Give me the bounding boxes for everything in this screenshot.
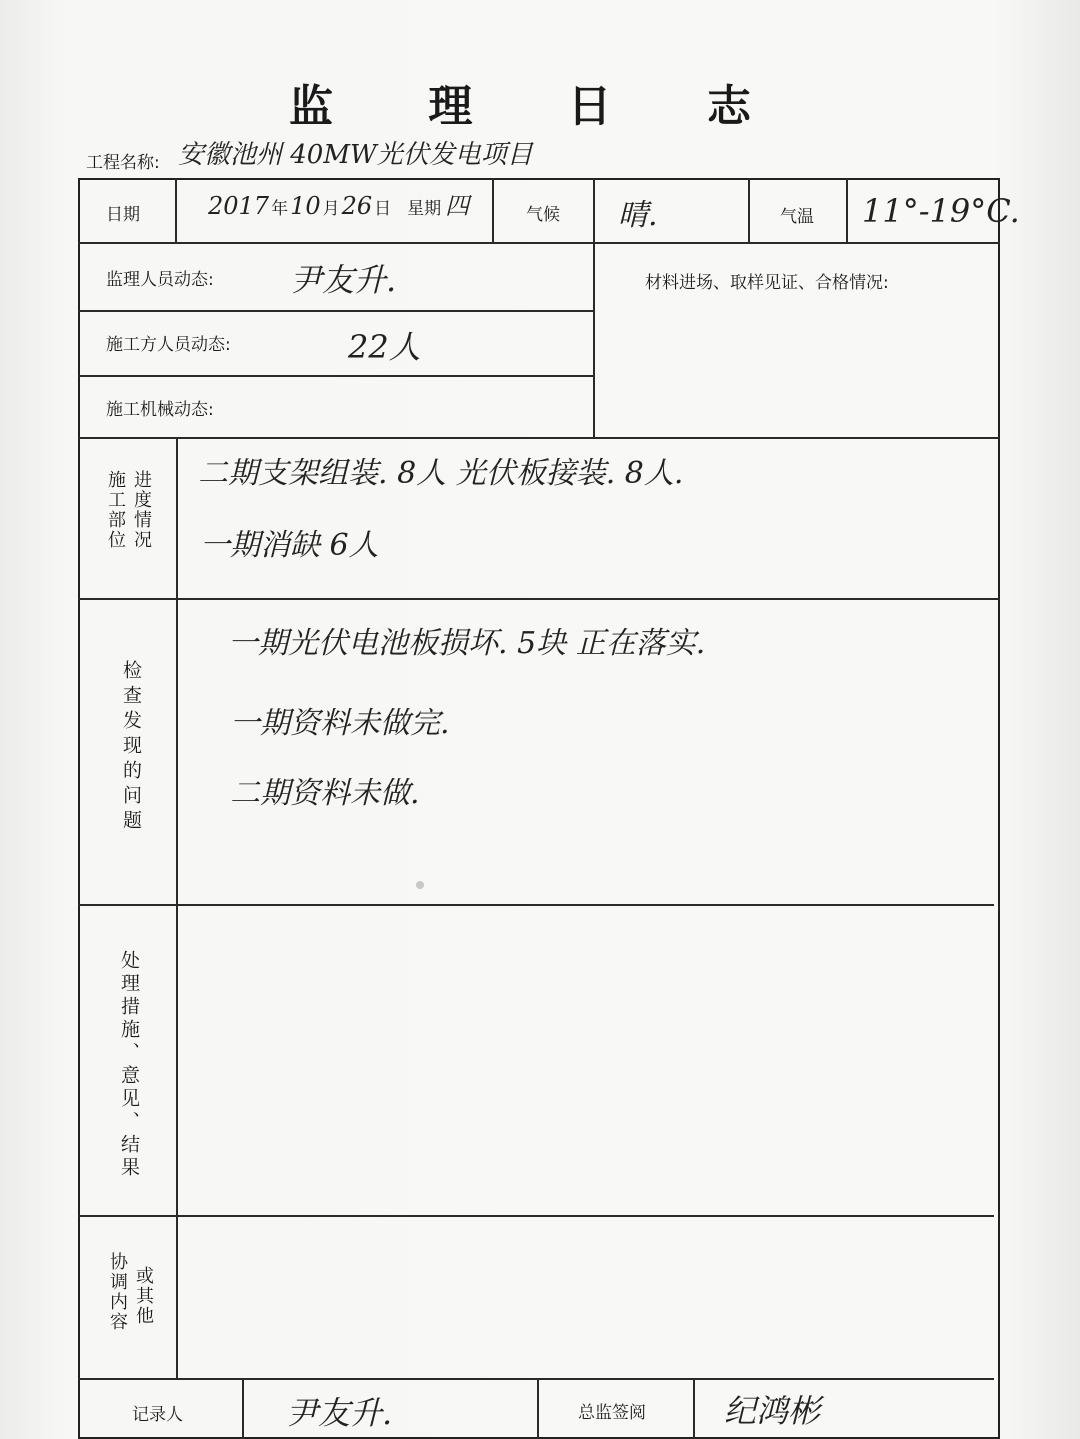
temperature-value: 11°-19°C. (862, 192, 1020, 230)
date-label: 日期 (106, 205, 140, 225)
materials-label: 材料进场、取样见证、合格情况: (645, 273, 889, 293)
chief-review-label: 总监签阅 (578, 1403, 646, 1423)
supervisor-staff-value: 尹友升. (290, 261, 397, 299)
progress-line-2: 一期消缺 6人 (200, 528, 379, 563)
date-field (208, 186, 469, 221)
coordination-label-content: 协调内容 (107, 1252, 128, 1332)
progress-line-1: 二期支架组装. 8人 光伏板接装. 8人. (198, 456, 684, 491)
project-label: 工程名称: (86, 153, 160, 173)
date-year: 2017 (208, 192, 270, 220)
year-unit: 年 (271, 199, 289, 219)
date-month: 10 (290, 192, 321, 220)
issue-line-2: 一期资料未做完. (230, 706, 450, 741)
paper-speck (416, 881, 424, 889)
coordination-label-other: 或其他 (133, 1266, 154, 1326)
progress-label-status: 进度情况 (131, 470, 152, 550)
temperature-label: 气温 (780, 207, 814, 227)
recorder-signature: 尹友升. (286, 1394, 393, 1432)
recorder-label: 记录人 (132, 1405, 183, 1425)
issues-label: 检查发现的问题 (120, 660, 142, 835)
log-table (78, 178, 1000, 1439)
contractor-staff-value: 22人 (348, 328, 421, 366)
weekday-value: 四 (445, 192, 470, 220)
weather-value: 晴. (618, 198, 658, 233)
issue-line-1: 一期光伏电池板损坏. 5块 正在落实. (228, 626, 706, 661)
machinery-label: 施工机械动态: (106, 400, 214, 420)
weekday-label: 星期 (407, 199, 442, 219)
chief-signature: 纪鸿彬 (724, 1392, 821, 1430)
project-name: 安徽池州 40MW光伏发电项目 (178, 140, 533, 170)
month-unit: 月 (322, 199, 340, 219)
day-unit: 日 (374, 199, 392, 219)
contractor-staff-label: 施工方人员动态: (106, 335, 231, 355)
issue-line-3: 二期资料未做. (230, 776, 420, 811)
progress-label-location: 施工部位 (105, 470, 126, 550)
measures-label: 处理措施、意见、结果 (118, 950, 140, 1180)
weather-label: 气候 (526, 205, 560, 225)
supervisor-staff-label: 监理人员动态: (106, 270, 214, 290)
date-day: 26 (341, 192, 373, 220)
page-title: 监 理 日 志 (289, 81, 791, 132)
